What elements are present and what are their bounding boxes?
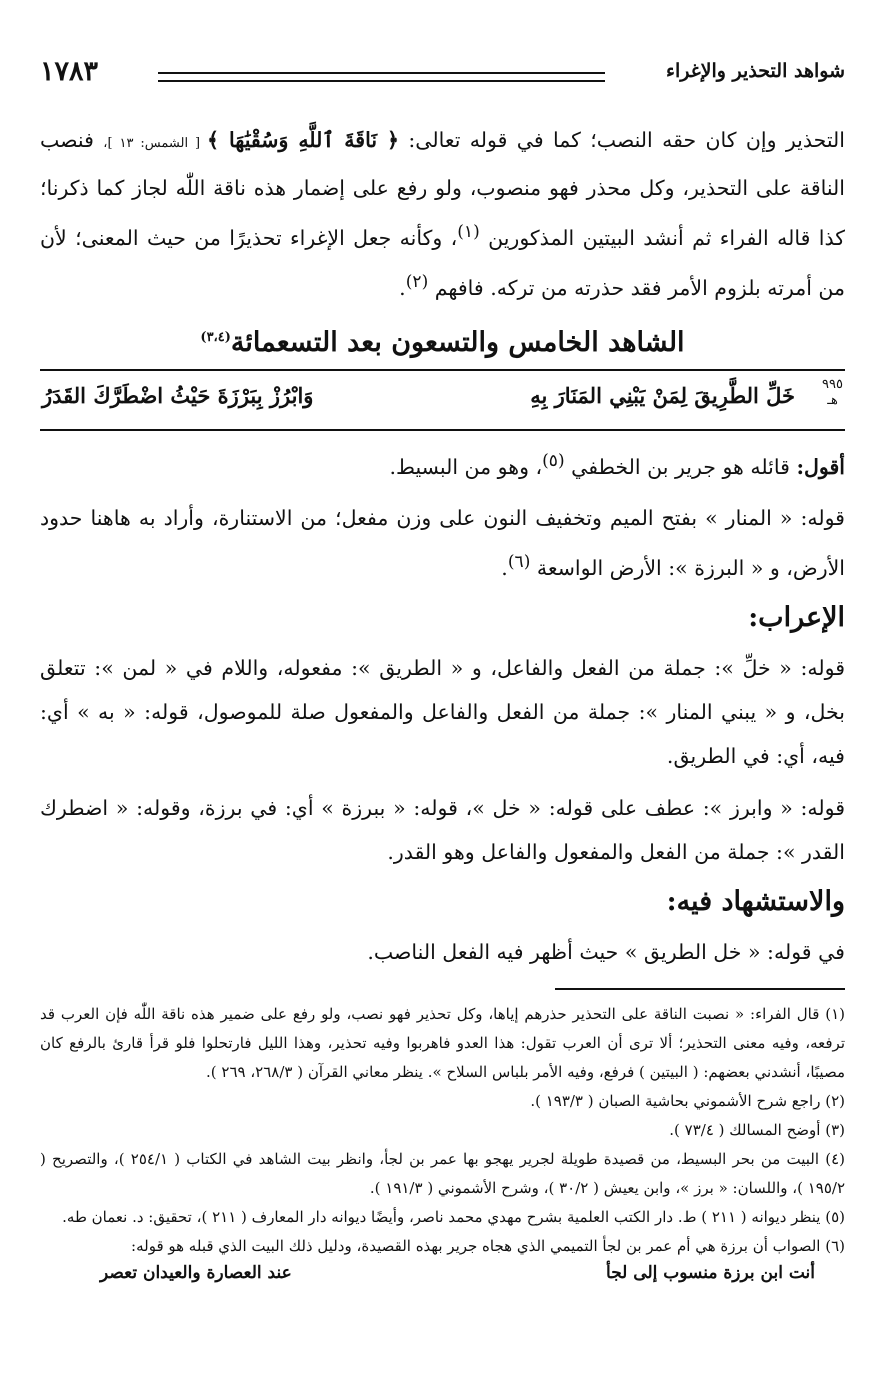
footnote-3: (٣) أوضح المسالك ( ٧٣/٤ ). [669, 1121, 845, 1140]
witness-title [40, 316, 845, 365]
istishhad-heading: والاستشهاد فيه: [666, 886, 845, 918]
footnote-verse [40, 1263, 845, 1283]
vocabulary-text-end: . [501, 556, 508, 581]
istishhad-paragraph: في قوله: « خل الطريق » حيث أظهر فيه الفعل الناصب. [367, 940, 845, 965]
poetry-verse [40, 369, 845, 431]
intro-text-1: التحذير وإن كان حقه النصب؛ كما في قوله تعالى: [399, 128, 845, 152]
quran-verse: ﴿ نَاقَةَ ٱللَّهِ وَسُقْيَٰهَا ﴾ [207, 128, 400, 152]
quran-reference: [ الشمس: ١٣ ]، [103, 136, 208, 151]
intro-text-4: . [399, 275, 406, 300]
witness-title-footnote: (٣،٤) [200, 329, 231, 345]
footnote-marker-1: (١) [457, 222, 480, 242]
intro-text-2: فنصب الناقة على التحذير، وكل محذر فهو منصوب، ولو رفع على إضمار هذه ناقة اللّٰه لجاز كما ذكرنا؛ كذا قاله الفراء ثم أنشد البيتين المذكورين [40, 128, 845, 250]
irab-paragraph-1: قوله: « خلِّ »: جملة من الفعل والفاعل، و « الطريق »: مفعوله، واللام في « لمن »: تتعلق بخل، و « يبني المنار »: جملة من الفعل والفاعل والمفعول صلة للموصول، قوله: « به » أي: فيه، أي: في الطريق. [40, 656, 845, 769]
footnote-5: (٥) ينظر ديوانه ( ٢١١ ) ط. دار الكتب العلمية بشرح مهدي محمد ناصر، وأيضًا ديوانه دار المعارف ( ٢١١ )، تحقيق: د. نعمان طه. [62, 1208, 845, 1227]
aqul-text: قائله هو جرير بن الخطفي [564, 454, 797, 479]
page-header [40, 56, 845, 94]
verse-second-hemistich: وَابْرُزْ بِبَرْزَةَ حَيْثُ اضْطَرَّكَ القَدَرُ [42, 382, 314, 408]
vocabulary-text: « المنار » بفتح الميم وتخفيف النون على وزن مفعل؛ من الاستنارة، وأراد به هاهنا حدود الأرض، و « البرزة »: الأرض الواسعة [40, 506, 845, 581]
intro-paragraph [40, 118, 845, 310]
verse-first-hemistich: خَلِّ الطَّرِيقَ لِمَنْ يَبْنِي المَنَارَ بِهِ [530, 382, 795, 408]
verse-number-value: ٩٩٥ [822, 376, 843, 392]
aqul-text-end: ، وهو من البسيط. [389, 454, 543, 479]
page-number: ١٧٨٣ [40, 56, 99, 87]
footnote-marker-2: (٢) [405, 271, 429, 292]
irab-paragraph-2: قوله: « وابرز »: عطف على قوله: « خل »، قوله: « ببرزة » أي: في برزة، وقوله: « اضطرك القدر »: جملة من الفعل والمفعول والفاعل وهو القدر. [40, 796, 845, 865]
witness-title-text: الشاهد الخامس والتسعون بعد التسعمائة [230, 326, 685, 358]
qawluh-label: قوله: [800, 506, 845, 531]
footnotes [40, 1000, 845, 1283]
vocabulary-paragraph [40, 496, 845, 590]
footnote-marker-5: (٥) [542, 450, 565, 471]
footnote-verse-second-hemistich: عند العصارة والعيدان تعصر [100, 1263, 292, 1284]
footnote-separator [555, 988, 845, 990]
aqul-label: أقول: [796, 454, 845, 479]
footnote-1: (١) قال الفراء: « نصبت الناقة على التحذير حذرهم إياها، وكل تحذير فهو نصب، ولو رفع على ضمير هذه ناقة اللّٰه فإن العرب قد ترفعه، وفيه معنى التحذير؛ ألا ترى أن العرب تقول: هذا العدو فاهربوا وفيه تحذير، وهذا الليل فارتحلوا فلو قرأ قارئ بالرفع كان مصيبًا، أنشدني بعضهم: ( البيتين ) فرفع، وفيه الأمر بلباس السلاح ». ينظر معاني القرآن ( ٢٦٨/٣، ٢٦٩ ). [40, 1005, 845, 1082]
author-paragraph [40, 439, 845, 489]
footnote-6: (٦) الصواب أن برزة هي أم عمر بن لجأ التميمي الذي هجاه جرير بهذه القصيدة، ودليل ذلك البيت الذي قبله هو قوله: [131, 1237, 845, 1256]
verse-number [822, 377, 843, 409]
running-title: شواهد التحذير والإغراء [666, 60, 845, 82]
irab-heading: الإعراب: [748, 602, 845, 634]
verse-number-suffix: هـ [827, 392, 838, 408]
footnote-4: (٤) البيت من بحر البسيط، من قصيدة طويلة لجرير يهجو بها عمر بن لجأ، وانظر بيت الشاهد في الكتاب ( ٢٥٤/١ )، والتصريح ( ١٩٥/٢ )، واللسان: « برز »، وابن يعيش ( ٣٠/٢ )، وشرح الأشموني ( ١٩١/٣ ). [40, 1150, 845, 1198]
intro-text-3: ، وكأنه جعل الإغراء تحذيرًا من حيث المعنى؛ لأن من أمرته بلزوم الأمر فقد حذرته من تركه. فافهم [40, 225, 845, 300]
page-content [40, 118, 845, 1283]
header-double-rule [158, 72, 605, 82]
footnote-marker-6: (٦) [507, 552, 531, 573]
footnote-verse-first-hemistich: أنت ابن برزة منسوب إلى لجأ [606, 1263, 815, 1284]
footnote-2: (٢) راجع شرح الأشموني بحاشية الصبان ( ١٩٣/٣ ). [530, 1092, 845, 1111]
